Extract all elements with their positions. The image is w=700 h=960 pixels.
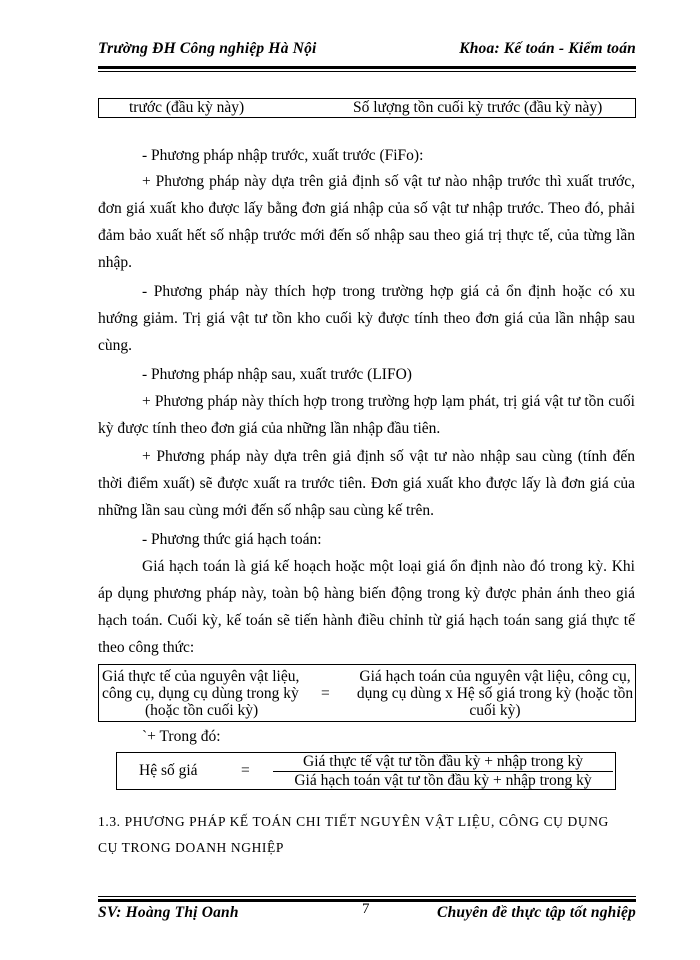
- formula1-right-line2: dụng cụ dùng x Hệ số giá trong kỳ (hoặc tồn: [356, 685, 634, 702]
- header-rule-thin: [98, 71, 636, 72]
- fifo-paragraph-1: + Phương pháp này dựa trên giả định số vật tư nào nhập trước thì xuất trước, đơn giá xuất kho được lấy bằng đơn giá nhập của số vật tư nhập trước. Theo đó, phải đảm bảo xuất hết số nhập trước mới đến số nhập sau theo giá trị thực tế, của từng lần nhập.: [98, 173, 635, 271]
- header-faculty: Khoa: Kế toán - Kiểm toán: [459, 40, 636, 57]
- footer-rule-thin: [98, 896, 636, 897]
- page-number: 7: [362, 901, 370, 917]
- section-heading-line1: 1.3. PHƯƠNG PHÁP KẾ TOÁN CHI TIẾT NGUYÊN VẬT LIỆU, CÔNG CỤ DỤNG: [98, 814, 609, 829]
- formula1-right-line3: cuối kỳ): [469, 702, 521, 719]
- formula-actual-price: [98, 664, 636, 722]
- header-rule-thick: [98, 66, 636, 69]
- header-school: Trường ĐH Công nghiệp Hà Nội: [98, 40, 317, 57]
- formula2-numerator: Giá thực tế vật tư tồn đầu kỳ + nhập trong kỳ: [303, 753, 583, 770]
- footer-title: Chuyên đề thực tập tốt nghiệp: [437, 904, 636, 921]
- formula1-left-line2: công cụ, dụng cụ dùng trong kỳ: [102, 685, 299, 702]
- formula2-denominator: Giá hạch toán vật tư tồn đầu kỳ + nhập trong kỳ: [294, 772, 592, 789]
- formula2-equals: =: [241, 762, 250, 779]
- lifo-paragraph-1: + Phương pháp này thích hợp trong trường hợp lạm phát, trị giá vật tư tồn cuối kỳ được tính theo đơn giá của những lần nhập đầu tiên.: [98, 393, 635, 437]
- footer-student: SV: Hoàng Thị Oanh: [98, 904, 239, 921]
- fifo-paragraph-2: - Phương pháp này thích hợp trong trường hợp giá cả ổn định hoặc có xu hướng giảm. Trị giá vật tư tồn kho cuối kỳ được tính theo đơn giá của lần nhập sau cùng.: [98, 283, 635, 354]
- fifo-title: - Phương pháp nhập trước, xuất trước (FiFo):: [142, 147, 424, 164]
- table-cell-right: Số lượng tồn cuối kỳ trước (đầu kỳ này): [353, 99, 603, 116]
- lifo-title: - Phương pháp nhập sau, xuất trước (LIFO): [142, 366, 412, 383]
- section-heading-line2: CỤ TRONG DOANH NGHIỆP: [98, 840, 284, 855]
- formula1-right-line1: Giá hạch toán của nguyên vật liệu, công cụ,: [359, 668, 631, 685]
- formula1-equals: =: [321, 685, 330, 702]
- table-cell-left: trước (đầu kỳ này): [129, 99, 245, 116]
- formula1-left-line3: (hoặc tồn cuối kỳ): [145, 702, 259, 719]
- formula1-left-line1: Giá thực tế của nguyên vật liệu,: [102, 668, 300, 685]
- hach-toan-paragraph: Giá hạch toán là giá kế hoạch hoặc một loại giá ổn định nào đó trong kỳ. Khi áp dụng phương pháp này, toàn bộ hàng biến động trong kỳ được phản ánh theo giá hạch toán. Cuối kỳ, kế toán sẽ tiến hành điều chỉnh từ giá hạch toán sang giá thực tế theo công thức:: [98, 558, 635, 656]
- hach-toan-title: - Phương thức giá hạch toán:: [142, 531, 322, 548]
- where-label: `+ Trong đó:: [142, 728, 221, 745]
- formula2-label: Hệ số giá: [139, 762, 198, 779]
- lifo-paragraph-2: + Phương pháp này dựa trên giả định số vật tư nào nhập sau cùng (tính đến thời điểm xuất) sẽ được xuất ra trước tiên. Đơn giá xuất kho được lấy là đơn giá của những lần sau cùng mới đến số nhập sau cùng kế trên.: [98, 448, 635, 519]
- table-fragment: [98, 98, 636, 118]
- formula-price-coefficient: [116, 752, 616, 790]
